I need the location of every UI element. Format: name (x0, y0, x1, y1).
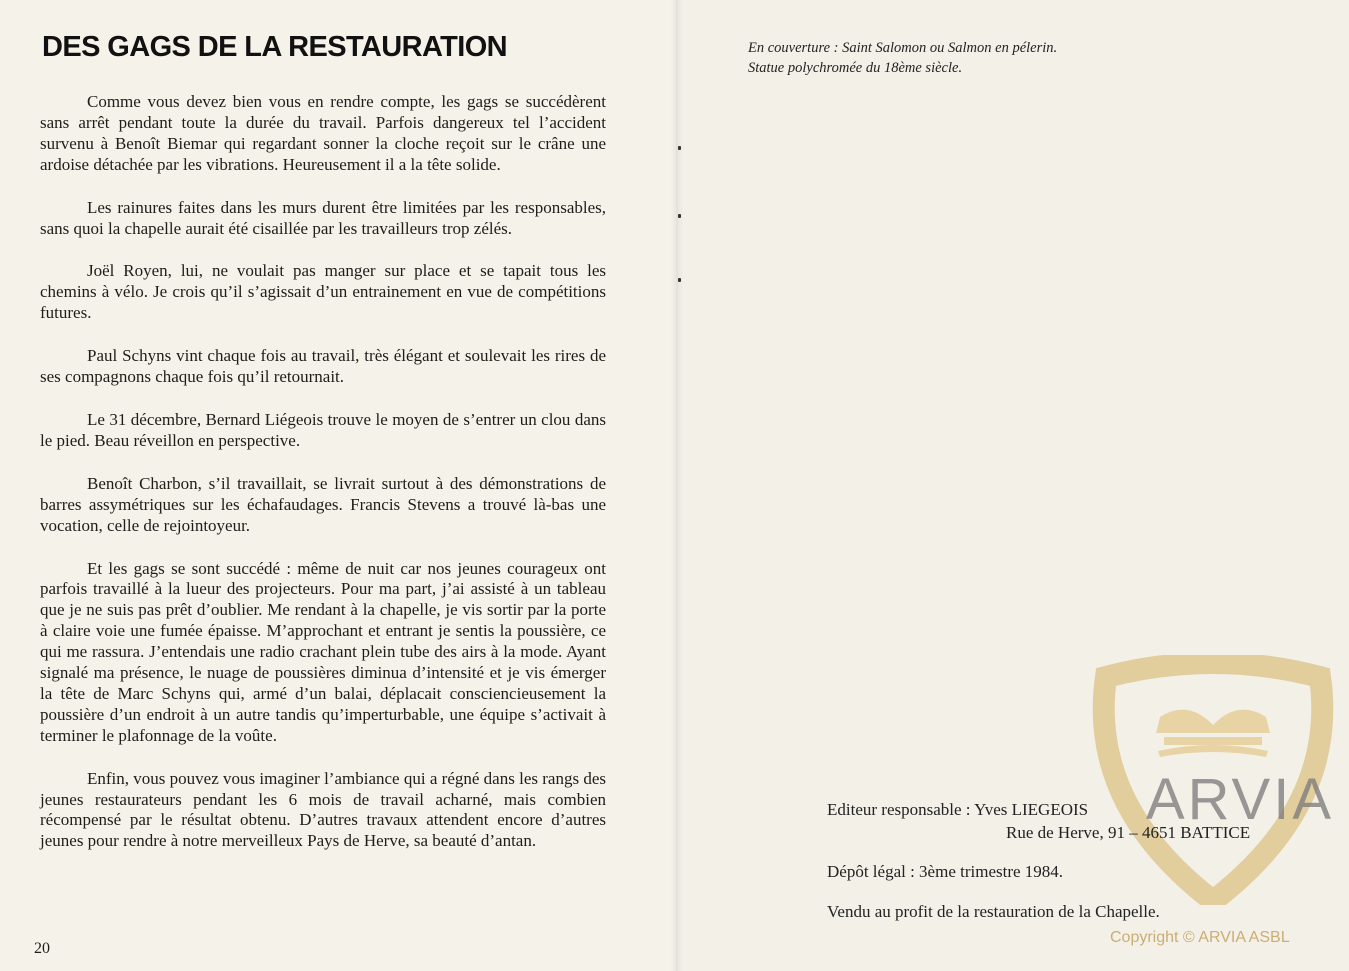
paragraph: Et les gags se sont succédé : même de nuit car nos jeunes courageux ont parfois travaillé à la lueur des projecteurs. Pour ma part, j’ai assisté à un tableau que je ne suis pas prêt d’oublier. Me rendant à la chapelle, je vis sortir par la porte à claire voie une fumée épaisse. M’approchant et entrant je sentis la poussière, ce qui me rassura. J’entendais une radio crachant plein tube des airs à la mode. Ayant signalé ma présence, le nuage de poussières diminua d’intensité et je vis émerger la tête de Marc Schyns qui, armé d’un balai, déplacait consciencieusement la poussière d’un endroit à un autre tandis qu’imperturbable, une équipe s’activait à terminer le plafonnage de la voûte. (40, 558, 606, 745)
legal-deposit: Dépôt légal : 3ème trimestre 1984. (827, 862, 1064, 881)
imprint-block (827, 800, 1250, 922)
paragraph: Joël Royen, lui, ne voulait pas manger sur place et se tapait tous les chemins à vélo. Je crois qu’il s’agissait d’un entrainement en vue de compétitions futures. (40, 261, 606, 323)
paragraph: Le 31 décembre, Bernard Liégeois trouve le moyen de s’entrer un clou dans le pied. Beau réveillon en perspective. (40, 409, 606, 450)
watermark-wordmark: ARVIA (1146, 767, 1335, 832)
publisher-address: Rue de Herve, 91 – 4651 BATTICE (1006, 823, 1251, 842)
cover-caption (748, 38, 1057, 78)
print-mark (678, 214, 681, 218)
paragraph: Paul Schyns vint chaque fois au travail, très élégant et soulevait les rires de ses compagnons chaque fois qu’il retournait. (40, 346, 606, 387)
page-number: 20 (34, 940, 50, 957)
print-mark (678, 278, 681, 282)
cover-caption-line: Statue polychromée du 18ème siècle. (748, 60, 963, 76)
print-mark (678, 146, 681, 150)
section-heading: DES GAGS DE LA RESTAURATION (42, 31, 508, 63)
article-body (40, 92, 606, 874)
book-gutter (670, 0, 684, 971)
paragraph: Benoît Charbon, s’il travaillait, se livrait surtout à des démonstrations de barres assymétriques sur les échafaudages. Francis Stevens a trouvé là-bas une vocation, celle de rejointoyeur. (40, 473, 606, 535)
sale-note: Vendu au profit de la restauration de la Chapelle. (827, 902, 1160, 921)
paragraph: Comme vous devez bien vous en rendre compte, les gags se succédèrent sans arrêt pendant toute la durée du travail. Parfois dangereux tel l’accident survenu à Benoît Biemar qui regardant sonner la cloche reçoit sur le crâne une ardoise détachée par les vibrations. Heureusement il a la tête solide. (40, 92, 606, 174)
cover-caption-line: En couverture : Saint Salomon ou Salmon en pélerin. (748, 40, 1058, 56)
paragraph: Les rainures faites dans les murs durent être limitées par les responsables, sans quoi la chapelle aurait été cisaillée par les travailleurs trop zélés. (40, 197, 606, 238)
watermark-copyright: Copyright © ARVIA ASBL (1110, 929, 1290, 946)
paragraph: Enfin, vous pouvez vous imaginer l’ambiance qui a régné dans les rangs des jeunes restaurateurs pendant les 6 mois de travail acharné, mais combien récompensé par le résultat obtenu. D’autres travaux attendent encore d’autres jeunes pour rendre à notre merveilleux Pays de Herve, sa beauté d’antan. (40, 768, 606, 851)
publisher-line: Editeur responsable : Yves LIEGEOIS (827, 800, 1089, 819)
